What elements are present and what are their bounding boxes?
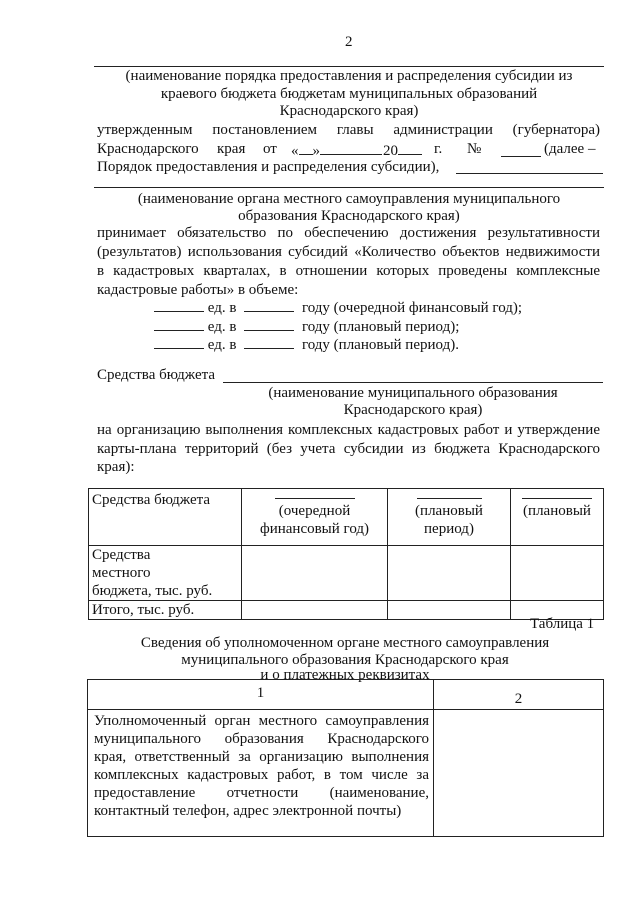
budget-table-header-row xyxy=(89,489,604,546)
caption-authority-1: (наименование органа местного самоуправления муниципального xyxy=(137,191,561,207)
authority-value-empty xyxy=(434,710,604,837)
table-label: Таблица 1 xyxy=(530,616,595,632)
para3-line1: на организацию выполнения комплексных кадастровых работ и утверждение xyxy=(97,422,600,438)
header-col-2: 2 xyxy=(434,680,604,710)
para1-line3-blank xyxy=(456,173,603,174)
table-row xyxy=(88,710,604,837)
cell-empty xyxy=(388,546,511,601)
header-planned-1: (плановый период) xyxy=(388,489,511,546)
row-local-budget-label: Средства местного бюджета, тыс. руб. xyxy=(89,546,242,601)
caption-order-name-1: (наименование порядка предоставления и распределения субсидии из xyxy=(125,68,573,84)
caption-authority-2: образования Краснодарского края) xyxy=(238,208,460,224)
authority-table-header-row xyxy=(88,680,604,710)
caption-municipality-2: Краснодарского края) xyxy=(343,402,483,418)
date-year-blank xyxy=(398,140,422,155)
table2-title-3: и о платежных реквизитах xyxy=(260,667,430,683)
header-next-year: (очередной финансовый год) xyxy=(242,489,388,546)
page-number: 2 xyxy=(345,34,353,50)
volume-line-2: ед. в году (плановый период); xyxy=(154,316,459,336)
table2-title-1: Сведения об уполномоченном органе местного самоуправления xyxy=(140,635,550,651)
volume-line-1: ед. в году (очередной финансовый год); xyxy=(154,297,522,317)
header-planned-2: (плановый xyxy=(511,489,604,546)
budget-name-blank xyxy=(223,382,603,383)
caption-order-name-2: краевого бюджета бюджетам муниципальных образований xyxy=(160,86,538,102)
para2-line3: в кадастровых кварталах, в отношении которых проведены комплексные xyxy=(97,263,600,279)
table-row xyxy=(89,546,604,601)
para2-line2: (результатов) использования субсидий «Количество объектов недвижимости xyxy=(97,244,600,260)
cell-empty xyxy=(242,546,388,601)
table2-title-2: муниципального образования Краснодарского края xyxy=(181,652,509,668)
fill-line-authority-name xyxy=(94,187,604,188)
volume-line-3: ед. в году (плановый период). xyxy=(154,334,459,354)
para1-line3: Порядок предоставления и распределения субсидии), xyxy=(97,159,440,175)
cell-empty xyxy=(242,601,388,620)
para2-line1: принимает обязательство по обеспечению достижения результативности xyxy=(97,225,600,241)
budget-label: Средства бюджета xyxy=(97,367,216,383)
caption-municipality-1: (наименование муниципального образования xyxy=(268,385,558,401)
authority-description: Уполномоченный орган местного самоуправления муниципального образования Краснодарского края, ответственный за организацию выполнения комплексных кадастровых работ, в том числе за предоставление отчетности (наименование, контактный телефон, адрес электронной почты) xyxy=(88,710,434,837)
cell-empty xyxy=(388,601,511,620)
authority-table xyxy=(87,679,604,837)
caption-order-name-3: Краснодарского края) xyxy=(279,103,419,119)
para3-line2: карты-плана территорий (без учета субсидии из бюджета Краснодарского xyxy=(97,441,600,457)
para1-line1: утвержденным постановлением главы администрации (губернатора) xyxy=(97,122,600,138)
cell-empty xyxy=(511,546,604,601)
header-col-1: 1 xyxy=(88,680,434,710)
para2-line4: кадастровые работы» в объеме: xyxy=(97,282,299,298)
date-month-blank xyxy=(320,140,382,155)
decree-number-blank xyxy=(501,142,541,157)
budget-table xyxy=(88,488,604,620)
row-total-label: Итого, тыс. руб. xyxy=(89,601,242,620)
date-day-blank xyxy=(299,140,313,155)
para3-line3: края): xyxy=(97,459,135,475)
header-budget: Средства бюджета xyxy=(89,489,242,546)
table-row xyxy=(89,601,604,620)
